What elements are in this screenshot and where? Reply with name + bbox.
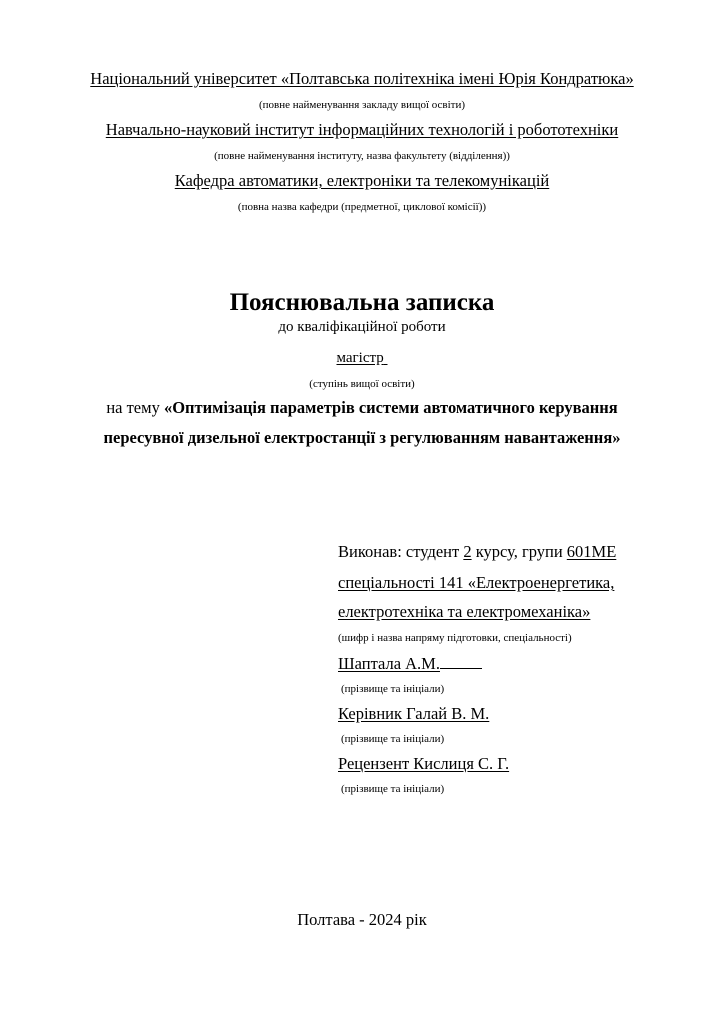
course-number: 2 — [463, 542, 472, 561]
student-name-note: (прізвище та ініціали) — [341, 683, 445, 695]
topic-line-1 — [0, 397, 724, 419]
place-year: Полтава - 2024 рік — [297, 910, 427, 929]
department-note: (повна назва кафедри (предметної, циклової комісії)) — [237, 201, 487, 213]
reviewer-line — [338, 754, 509, 774]
department-line — [0, 171, 724, 191]
degree-line — [0, 349, 724, 368]
institute-note: (повне найменування інституту, назва факультету (відділення)) — [214, 150, 510, 162]
reviewer-note: (прізвище та ініціали) — [341, 783, 445, 795]
specialty-note: (шифр і назва напряму підготовки, спеціальності) — [338, 632, 572, 644]
supervisor-note: (прізвище та ініціали) — [341, 733, 445, 745]
name-blank-underline — [440, 653, 482, 669]
performed-prefix: Виконав: студент — [338, 542, 464, 561]
document-title: Пояснювальна записка — [229, 289, 495, 316]
student-name-line — [338, 653, 482, 674]
institute-line — [0, 120, 724, 140]
specialty-text-2: електротехніка та електромеханіка» — [338, 602, 591, 621]
supervisor-name: Керівник Галай В. М. — [338, 704, 490, 723]
department-name: Кафедра автоматики, електроніки та телекомунікацій — [174, 171, 550, 190]
specialty-line-2 — [338, 602, 590, 622]
topic-prefix: на тему — [106, 398, 164, 417]
student-name: Шаптала А.М. — [338, 654, 440, 673]
university-name: Національний університет «Полтавська політехніка імені Юрія Кондратюка» — [90, 69, 634, 88]
degree-note: (ступінь вищої освіти) — [309, 378, 415, 390]
specialty-line-1 — [338, 573, 614, 593]
course-mid-text: курсу, групи — [471, 542, 567, 561]
topic-title-part-1: «Оптимізація параметрів системи автоматичного керування — [163, 398, 618, 417]
specialty-text-1: спеціальності 141 «Електроенергетика, — [338, 573, 615, 592]
university-note: (повне найменування закладу вищої освіти) — [258, 99, 466, 111]
performed-line — [338, 542, 616, 562]
institute-name: Навчально-науковий інститут інформаційних технологій і робототехніки — [105, 120, 619, 139]
university-line — [0, 69, 724, 89]
group-code: 601МЕ — [566, 542, 617, 561]
degree-value: магістр — [336, 350, 384, 366]
document-subtitle: до кваліфікаційної роботи — [278, 319, 446, 335]
reviewer-name: Рецензент Кислиця С. Г. — [338, 754, 510, 773]
supervisor-line — [338, 704, 489, 724]
topic-title-part-2: пересувної дизельної електростанції з регулюванням навантаження» — [103, 428, 621, 447]
